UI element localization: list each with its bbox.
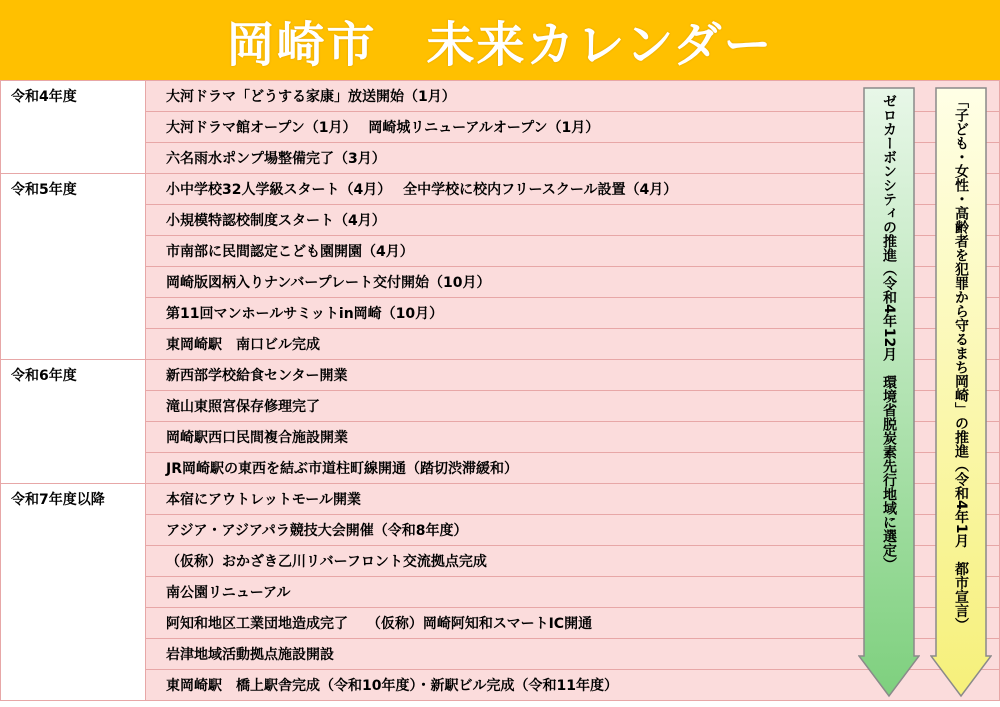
table-row — [1, 670, 1000, 701]
event-text: 南公園リニューアル — [166, 585, 291, 601]
event-text: 阿知和地区工業団地造成完了 （仮称）岡崎阿知和スマートIC開通 — [166, 616, 593, 632]
table-row — [1, 174, 1000, 205]
event-text: 第11回マンホールサミットin岡崎（10月） — [166, 306, 444, 322]
event-text: 新西部学校給食センター開業 — [166, 368, 348, 384]
page-title: 岡崎市 未来カレンダー — [226, 16, 774, 73]
event-text: 岩津地域活動拠点施設開設 — [166, 647, 334, 663]
event-text: 本宿にアウトレットモール開業 — [166, 492, 362, 508]
table-row — [1, 205, 1000, 236]
event-text: 岡崎版図柄入りナンバープレート交付開始（10月） — [166, 275, 491, 291]
table-row — [1, 298, 1000, 329]
table-row — [1, 515, 1000, 546]
event-text: 六名雨水ポンプ場整備完了（3月） — [166, 151, 386, 167]
table-row — [1, 453, 1000, 484]
table-row — [1, 360, 1000, 391]
table-row — [1, 143, 1000, 174]
table-row — [1, 329, 1000, 360]
table-row — [1, 391, 1000, 422]
safety-label-box — [932, 88, 990, 648]
fiscal-year-cell — [1, 174, 146, 360]
header-banner — [0, 0, 1000, 80]
table-row — [1, 267, 1000, 298]
table-row — [1, 484, 1000, 515]
event-text: 小規模特認校制度スタート（4月） — [166, 213, 386, 229]
event-text: 東岡崎駅 南口ビル完成 — [166, 337, 320, 353]
event-text: （仮称）おかざき乙川リバーフロント交流拠点完成 — [166, 554, 487, 570]
table-row — [1, 546, 1000, 577]
event-text: アジア・アジアパラ競技大会開催（令和8年度） — [166, 523, 468, 539]
event-text: 市南部に民間認定こども園開園（4月） — [166, 244, 414, 260]
fiscal-year-label: 令和6年度 — [11, 368, 77, 384]
fiscal-year-label: 令和7年度以降 — [11, 492, 105, 508]
fiscal-year-label: 令和4年度 — [11, 89, 77, 105]
table-row — [1, 422, 1000, 453]
fiscal-year-cell — [1, 484, 146, 701]
table-row — [1, 608, 1000, 639]
fiscal-year-cell — [1, 360, 146, 484]
event-text: JR岡崎駅の東西を結ぶ市道柱町線開通（踏切渋滞緩和） — [166, 461, 518, 477]
table-row — [1, 81, 1000, 112]
fiscal-year-cell — [1, 81, 146, 174]
calendar-table — [0, 80, 1000, 701]
fiscal-year-label: 令和5年度 — [11, 182, 77, 198]
zero-carbon-label: ゼロカーボンシティの推進（令和4年12月 環境省脱炭素先行地域に選定） — [881, 94, 897, 572]
event-text: 小中学校32人学級スタート（4月） 全中学校に校内フリースクール設置（4月） — [166, 182, 678, 198]
table-row — [1, 112, 1000, 143]
event-text: 大河ドラマ「どうする家康」放送開始（1月） — [166, 89, 456, 105]
table-row — [1, 577, 1000, 608]
event-text: 大河ドラマ館オープン（1月） 岡崎城リニューアルオープン（1月） — [166, 120, 600, 136]
table-row — [1, 236, 1000, 267]
zero-carbon-label-box — [862, 88, 916, 648]
event-text: 滝山東照宮保存修理完了 — [166, 399, 320, 415]
table-row — [1, 639, 1000, 670]
safety-label: 「子ども・女性・高齢者を犯罪から守るまち岡崎」の推進（令和4年1月 都市宣言） — [953, 94, 969, 632]
event-text: 東岡崎駅 橋上駅舎完成（令和10年度）・新駅ビル完成（令和11年度） — [166, 678, 618, 694]
event-text: 岡崎駅西口民間複合施設開業 — [166, 430, 348, 446]
